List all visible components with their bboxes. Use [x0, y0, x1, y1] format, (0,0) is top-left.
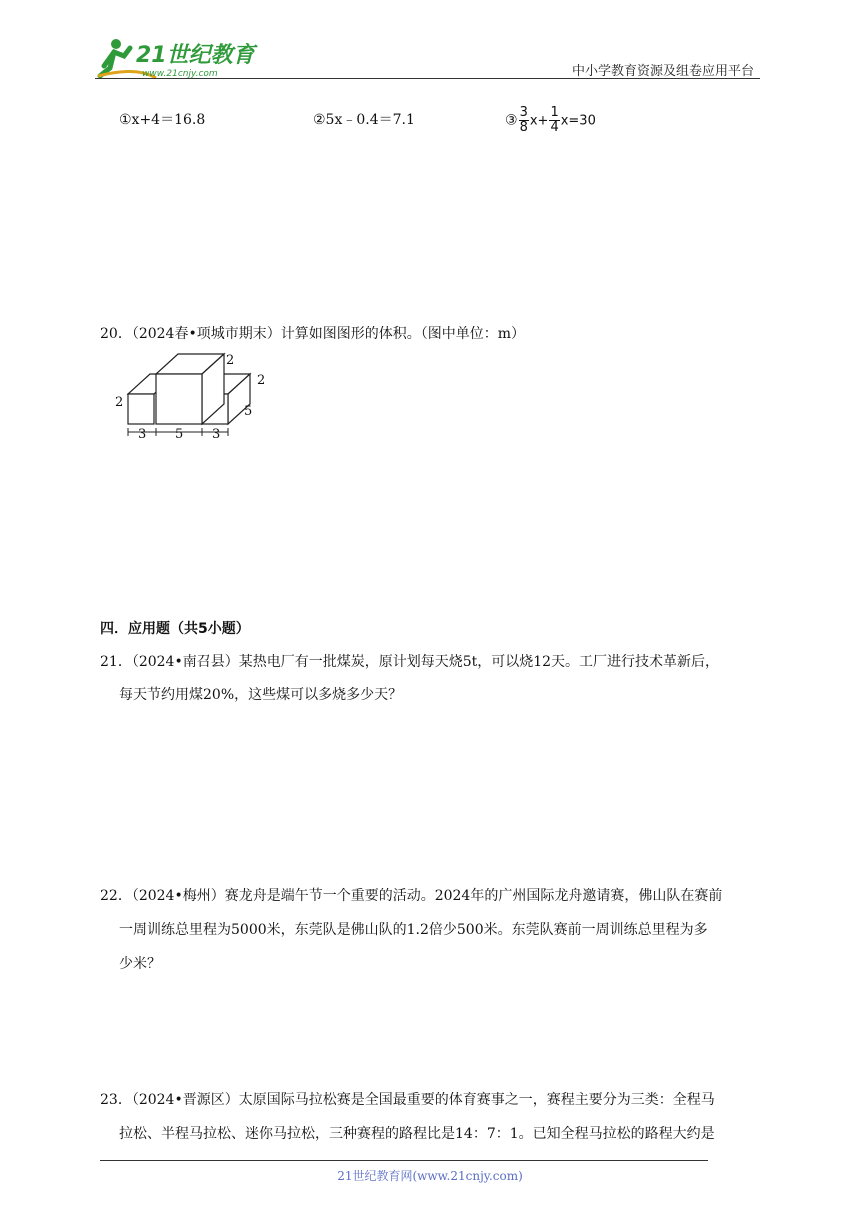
fraction-three-eighths: $\frac{3}{8}$ — [519, 105, 528, 135]
label-left-height: 2 — [115, 395, 124, 410]
label-left-width: 3 — [138, 427, 147, 440]
footer-divider — [100, 1160, 708, 1161]
label-right-height: 2 — [257, 373, 266, 388]
equation-3: ③ $\frac{3}{8}$ x+ $\frac{1}{4}$ x=30 — [505, 105, 596, 135]
question-23-line-2: 拉松、半程马拉松、迷你马拉松，三种赛程的路程比是14：7：1。已知全程马拉松的路程大约是 — [119, 1126, 715, 1142]
logo-text: 21世纪教育 — [136, 43, 255, 68]
runner-logo-icon — [96, 36, 266, 82]
question-20-text: （2024春•项城市期末）计算如图图形的体积。（图中单位：m） — [131, 326, 525, 342]
question-20-number: 20． — [100, 326, 132, 342]
fraction-one-quarter: $\frac{1}{4}$ — [550, 105, 559, 135]
q20-solid-figure — [112, 348, 272, 444]
label-middle-width: 5 — [175, 427, 184, 440]
question-22-line-3: 少米？ — [119, 956, 161, 972]
header-divider — [95, 78, 760, 79]
label-depth: 5 — [244, 404, 253, 419]
label-right-width: 3 — [212, 427, 221, 440]
question-21-line-1: 21．（2024•南召县）某热电厂有一批煤炭，原计划每天烧5t，可以烧12天。工厂进行技术革新后， — [100, 654, 720, 670]
section-4-title: 四．应用题（共5小题） — [100, 621, 250, 637]
question-21-line-2: 每天节约用煤20%，这些煤可以多烧多少天？ — [119, 687, 403, 703]
question-20 — [100, 318, 525, 351]
label-top-height: 2 — [226, 353, 235, 368]
equation-2: ②5x﹣0.4＝7.1 — [313, 112, 415, 128]
question-23-line-1: 23．（2024•晋源区）太原国际马拉松赛是全国最重要的体育赛事之一，赛程主要分为三类：全程马 — [100, 1092, 715, 1108]
equation-1: ①x+4＝16.8 — [119, 112, 206, 128]
footer-link[interactable]: 21世纪教育网(www.21cnjy.com) — [337, 1169, 523, 1183]
question-22-line-2: 一周训练总里程为5000米，东莞队是佛山队的1.2倍少500米。东莞队赛前一周训练总里程为多 — [119, 922, 708, 938]
brand-logo — [96, 36, 266, 82]
platform-name: 中小学教育资源及组卷应用平台 — [572, 64, 755, 79]
logo-url: www.21cnjy.com — [142, 69, 218, 79]
question-22-line-1: 22．（2024•梅州）赛龙舟是端午节一个重要的活动。2024年的广州国际龙舟邀请赛，佛山队在赛前 — [100, 888, 723, 904]
equation-3-prefix: ③ — [505, 112, 518, 129]
